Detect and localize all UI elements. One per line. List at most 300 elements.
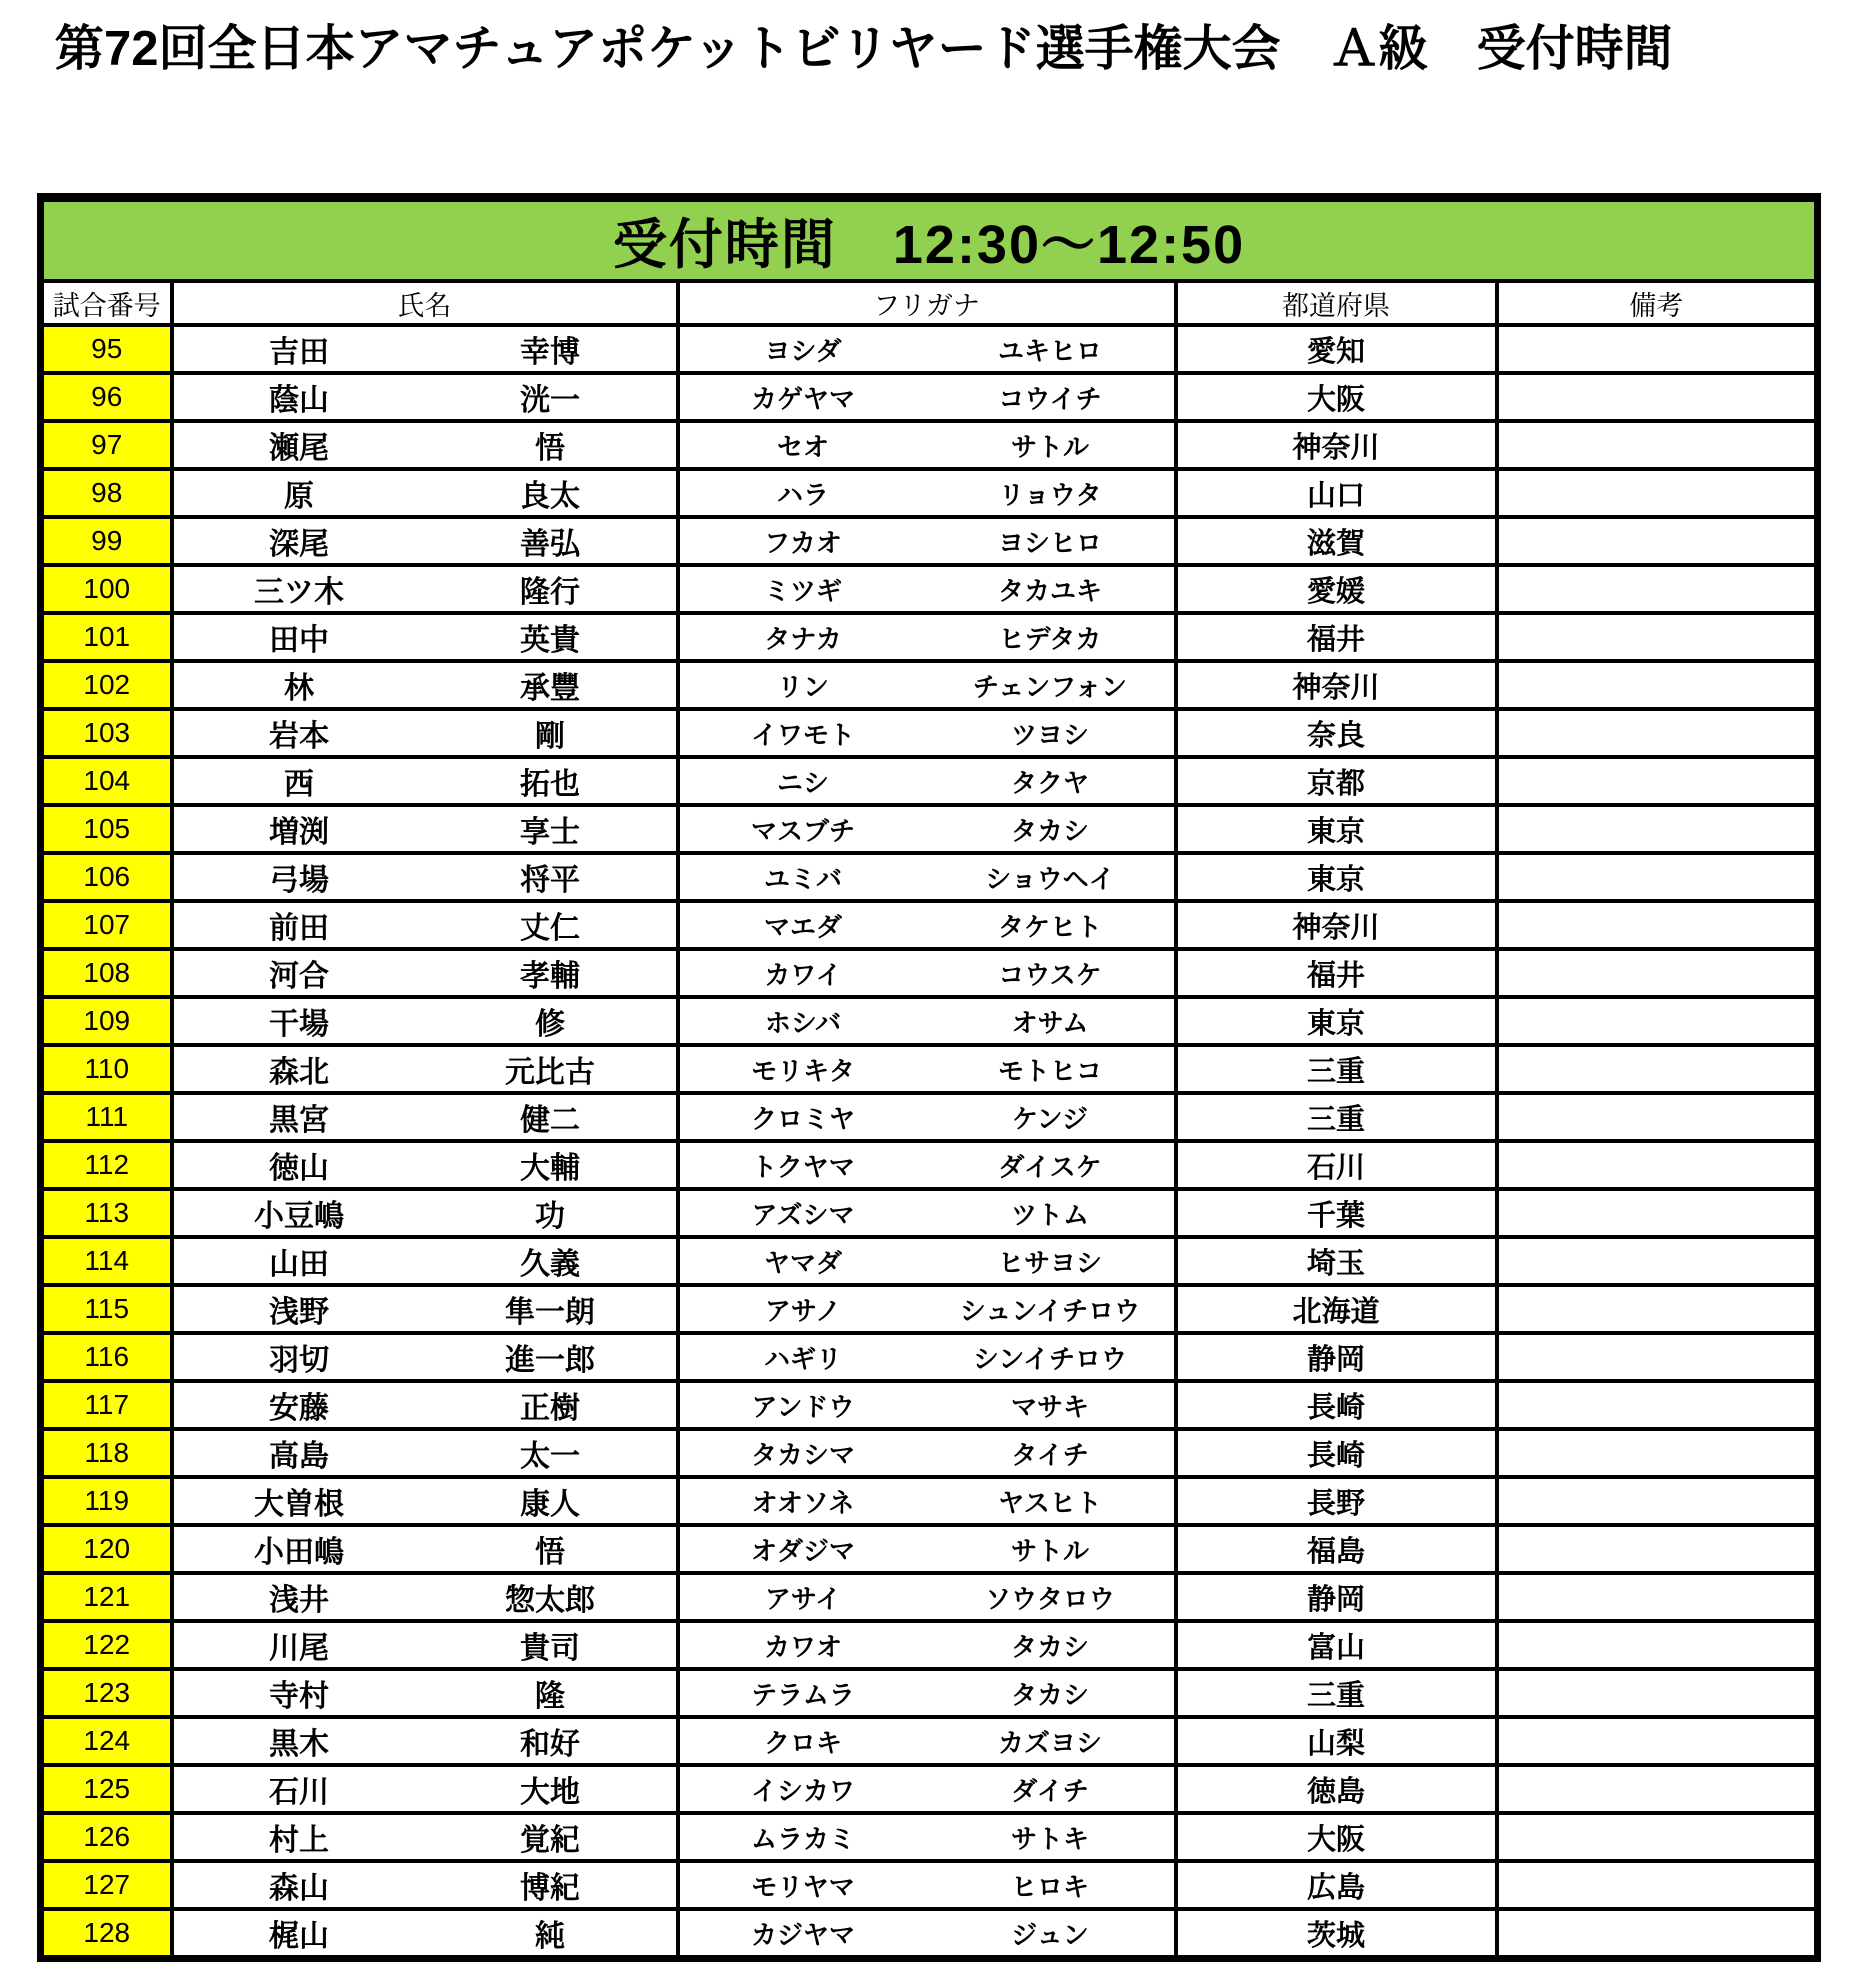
family-kana: ニシ — [776, 767, 829, 798]
prefecture-cell: 北海道 — [1176, 1285, 1497, 1333]
prefecture-cell: 富山 — [1176, 1621, 1497, 1669]
family-kana: トクヤマ — [751, 1151, 855, 1182]
given-name: 洸一 — [520, 384, 580, 417]
furigana-cell — [678, 1141, 1176, 1189]
family-name: 羽切 — [269, 1344, 329, 1377]
furigana-cell — [678, 1861, 1176, 1909]
table-row — [41, 373, 1818, 421]
match-number-cell: 110 — [41, 1045, 172, 1093]
prefecture-cell: 茨城 — [1176, 1909, 1497, 1959]
family-name: 増渕 — [269, 816, 329, 849]
family-kana: アズシマ — [751, 1199, 855, 1230]
notes-cell — [1497, 613, 1818, 661]
family-name: 河合 — [269, 960, 329, 993]
family-name: 川尾 — [269, 1632, 329, 1665]
match-number-cell: 123 — [41, 1669, 172, 1717]
given-name: 正樹 — [520, 1392, 580, 1425]
match-number-cell: 120 — [41, 1525, 172, 1573]
name-cell — [172, 949, 678, 997]
furigana-cell — [678, 1621, 1176, 1669]
notes-cell — [1497, 1381, 1818, 1429]
given-name: 覚紀 — [520, 1824, 580, 1857]
notes-cell — [1497, 1525, 1818, 1573]
family-name: 森山 — [269, 1872, 329, 1905]
given-kana: ヒロキ — [1010, 1871, 1089, 1902]
match-number-cell: 109 — [41, 997, 172, 1045]
furigana-cell — [678, 661, 1176, 709]
name-cell — [172, 1525, 678, 1573]
prefecture-cell: 京都 — [1176, 757, 1497, 805]
furigana-cell — [678, 949, 1176, 997]
table-row — [41, 517, 1818, 565]
given-name: 丈仁 — [520, 912, 580, 945]
notes-cell — [1497, 757, 1818, 805]
match-number-cell: 104 — [41, 757, 172, 805]
name-cell — [172, 901, 678, 949]
family-name: 浅野 — [269, 1296, 329, 1329]
given-name: 博紀 — [520, 1872, 580, 1905]
player-rows — [41, 325, 1818, 1959]
table-row — [41, 1669, 1818, 1717]
table-row — [41, 1141, 1818, 1189]
furigana-cell — [678, 1285, 1176, 1333]
given-kana: ツヨシ — [1010, 719, 1089, 750]
family-kana: ムラカミ — [750, 1823, 855, 1854]
header-name: 氏名 — [172, 281, 678, 325]
family-name: 岩本 — [269, 720, 329, 753]
name-cell — [172, 853, 678, 901]
given-name: 将平 — [520, 864, 580, 897]
given-name: 健二 — [520, 1104, 580, 1137]
family-name: 高島 — [269, 1440, 329, 1473]
table-row — [41, 1189, 1818, 1237]
table-row — [41, 1237, 1818, 1285]
furigana-cell — [678, 613, 1176, 661]
name-cell — [172, 1813, 678, 1861]
given-kana: マサキ — [1010, 1391, 1089, 1422]
notes-cell — [1497, 1141, 1818, 1189]
name-cell — [172, 1237, 678, 1285]
table-row — [41, 661, 1818, 709]
given-kana: タカシ — [1010, 1631, 1089, 1662]
notes-cell — [1497, 1621, 1818, 1669]
furigana-cell — [678, 1045, 1176, 1093]
name-cell — [172, 1285, 678, 1333]
table-row — [41, 757, 1818, 805]
notes-cell — [1497, 1717, 1818, 1765]
notes-cell — [1497, 1477, 1818, 1525]
family-name: 干場 — [269, 1008, 329, 1041]
given-kana: ショウヘイ — [985, 863, 1115, 894]
table-row — [41, 1621, 1818, 1669]
match-number-cell: 125 — [41, 1765, 172, 1813]
furigana-cell — [678, 1333, 1176, 1381]
table-row — [41, 709, 1818, 757]
notes-cell — [1497, 1285, 1818, 1333]
table-row — [41, 1477, 1818, 1525]
match-number-cell: 119 — [41, 1477, 172, 1525]
given-name: 貴司 — [520, 1632, 580, 1665]
prefecture-cell: 福井 — [1176, 613, 1497, 661]
name-cell — [172, 805, 678, 853]
prefecture-cell: 滋賀 — [1176, 517, 1497, 565]
family-name: 徳山 — [269, 1152, 329, 1185]
family-kana: イシカワ — [750, 1775, 855, 1806]
prefecture-cell: 山梨 — [1176, 1717, 1497, 1765]
notes-cell — [1497, 1909, 1818, 1959]
prefecture-cell: 長野 — [1176, 1477, 1497, 1525]
notes-cell — [1497, 709, 1818, 757]
family-kana: テラムラ — [751, 1679, 855, 1710]
family-name: 西 — [284, 768, 314, 801]
name-cell — [172, 373, 678, 421]
table-row — [41, 469, 1818, 517]
given-name: 功 — [535, 1200, 565, 1233]
given-kana: ヒサヨシ — [997, 1247, 1102, 1278]
name-cell — [172, 1477, 678, 1525]
given-kana: コウスケ — [998, 959, 1102, 990]
notes-cell — [1497, 901, 1818, 949]
header-match-number: 試合番号 — [41, 281, 172, 325]
name-cell — [172, 661, 678, 709]
given-name: 隼一朗 — [505, 1296, 595, 1329]
given-name: 孝輔 — [520, 960, 580, 993]
name-cell — [172, 565, 678, 613]
given-name: 太一 — [520, 1440, 580, 1473]
prefecture-cell: 大阪 — [1176, 373, 1497, 421]
family-kana: モリキタ — [751, 1055, 855, 1086]
furigana-cell — [678, 1909, 1176, 1959]
prefecture-cell: 三重 — [1176, 1669, 1497, 1717]
notes-cell — [1497, 1861, 1818, 1909]
table-row — [41, 1573, 1818, 1621]
family-kana: ミツギ — [763, 575, 842, 606]
given-name: 純 — [535, 1920, 565, 1953]
family-name: 林 — [284, 672, 314, 705]
family-kana: ヨシダ — [764, 335, 842, 366]
given-name: 悟 — [535, 432, 565, 465]
furigana-cell — [678, 1717, 1176, 1765]
given-name: 隆行 — [520, 576, 580, 609]
prefecture-cell: 福島 — [1176, 1525, 1497, 1573]
furigana-cell — [678, 1669, 1176, 1717]
family-name: 石川 — [269, 1776, 329, 1809]
given-name: 悟 — [535, 1536, 565, 1569]
family-kana: タカシマ — [750, 1439, 855, 1470]
name-cell — [172, 1381, 678, 1429]
name-cell — [172, 1909, 678, 1959]
given-name: 久義 — [520, 1248, 580, 1281]
table-row — [41, 1093, 1818, 1141]
table-row — [41, 853, 1818, 901]
family-kana: ユミバ — [763, 863, 842, 894]
name-cell — [172, 1189, 678, 1237]
given-name: 元比古 — [505, 1056, 595, 1089]
match-number-cell: 118 — [41, 1429, 172, 1477]
given-kana: ソウタロウ — [985, 1583, 1115, 1614]
table-row — [41, 1429, 1818, 1477]
prefecture-cell: 千葉 — [1176, 1189, 1497, 1237]
family-kana: ハギリ — [763, 1343, 842, 1374]
match-number-cell: 111 — [41, 1093, 172, 1141]
table-row — [41, 1909, 1818, 1959]
match-number-cell: 102 — [41, 661, 172, 709]
name-cell — [172, 517, 678, 565]
furigana-cell — [678, 1093, 1176, 1141]
notes-cell — [1497, 469, 1818, 517]
family-kana: オダジマ — [750, 1535, 855, 1566]
prefecture-cell: 埼玉 — [1176, 1237, 1497, 1285]
family-name: 山田 — [269, 1248, 329, 1281]
given-name: 大輔 — [520, 1152, 580, 1185]
family-name: 大曽根 — [254, 1488, 344, 1521]
notes-cell — [1497, 517, 1818, 565]
given-kana: サトル — [1010, 1535, 1089, 1566]
notes-cell — [1497, 1669, 1818, 1717]
name-cell — [172, 469, 678, 517]
furigana-cell — [678, 1381, 1176, 1429]
given-name: 英貴 — [520, 624, 580, 657]
furigana-cell — [678, 325, 1176, 373]
table-row — [41, 613, 1818, 661]
family-name: 深尾 — [269, 528, 329, 561]
given-kana: サトル — [1010, 431, 1089, 462]
name-cell — [172, 1093, 678, 1141]
given-kana: ダイチ — [1011, 1775, 1089, 1806]
family-kana: ホシバ — [764, 1007, 842, 1038]
family-name: 森北 — [269, 1056, 329, 1089]
family-kana: セオ — [776, 431, 829, 462]
family-name: 瀬尾 — [269, 432, 329, 465]
given-kana: ケンジ — [1011, 1103, 1089, 1134]
name-cell — [172, 1045, 678, 1093]
match-number-cell: 112 — [41, 1141, 172, 1189]
notes-cell — [1497, 805, 1818, 853]
family-name: 小豆嶋 — [254, 1200, 344, 1233]
given-name: 修 — [535, 1008, 565, 1041]
given-name: 幸博 — [520, 336, 580, 369]
given-kana: ヤスヒト — [998, 1487, 1102, 1518]
prefecture-cell: 福井 — [1176, 949, 1497, 997]
table-row — [41, 901, 1818, 949]
family-kana: カジヤマ — [750, 1919, 855, 1950]
family-name: 三ツ木 — [254, 576, 344, 609]
given-kana: リョウタ — [998, 479, 1102, 510]
family-kana: アンドウ — [751, 1391, 855, 1422]
prefecture-cell: 長崎 — [1176, 1429, 1497, 1477]
furigana-cell — [678, 565, 1176, 613]
family-kana: ヤマダ — [763, 1247, 842, 1278]
match-number-cell: 126 — [41, 1813, 172, 1861]
given-kana: タクヤ — [1010, 767, 1089, 798]
notes-cell — [1497, 1045, 1818, 1093]
given-kana: シンイチロウ — [972, 1343, 1128, 1374]
table-row — [41, 1717, 1818, 1765]
given-kana: ダイスケ — [998, 1151, 1102, 1182]
match-number-cell: 101 — [41, 613, 172, 661]
family-name: 田中 — [269, 624, 329, 657]
family-kana: モリヤマ — [751, 1871, 855, 1902]
furigana-cell — [678, 805, 1176, 853]
notes-cell — [1497, 1237, 1818, 1285]
name-cell — [172, 757, 678, 805]
prefecture-cell: 三重 — [1176, 1093, 1497, 1141]
table-row — [41, 1765, 1818, 1813]
name-cell — [172, 325, 678, 373]
furigana-cell — [678, 421, 1176, 469]
furigana-cell — [678, 1813, 1176, 1861]
family-name: 安藤 — [269, 1392, 329, 1425]
prefecture-cell: 東京 — [1176, 997, 1497, 1045]
match-number-cell: 107 — [41, 901, 172, 949]
prefecture-cell: 三重 — [1176, 1045, 1497, 1093]
furigana-cell — [678, 1189, 1176, 1237]
name-cell — [172, 709, 678, 757]
match-number-cell: 100 — [41, 565, 172, 613]
given-kana: コウイチ — [998, 383, 1102, 414]
match-number-cell: 113 — [41, 1189, 172, 1237]
furigana-cell — [678, 1765, 1176, 1813]
match-number-cell: 105 — [41, 805, 172, 853]
name-cell — [172, 613, 678, 661]
notes-cell — [1497, 1333, 1818, 1381]
prefecture-cell: 広島 — [1176, 1861, 1497, 1909]
family-kana: フカオ — [764, 527, 842, 558]
furigana-cell — [678, 1477, 1176, 1525]
prefecture-cell: 愛媛 — [1176, 565, 1497, 613]
reception-banner-row — [41, 198, 1818, 282]
match-number-cell: 127 — [41, 1861, 172, 1909]
family-kana: カワオ — [763, 1631, 842, 1662]
family-kana: タナカ — [764, 623, 842, 654]
furigana-cell — [678, 997, 1176, 1045]
notes-cell — [1497, 325, 1818, 373]
prefecture-cell: 石川 — [1176, 1141, 1497, 1189]
given-kana: チェンフォン — [973, 671, 1127, 702]
prefecture-cell: 徳島 — [1176, 1765, 1497, 1813]
table-head-section — [41, 198, 1818, 326]
notes-cell — [1497, 373, 1818, 421]
reception-roster-table — [37, 193, 1821, 1962]
match-number-cell: 103 — [41, 709, 172, 757]
given-name: 良太 — [520, 480, 580, 513]
notes-cell — [1497, 1765, 1818, 1813]
given-name: 享士 — [520, 816, 580, 849]
notes-cell — [1497, 1093, 1818, 1141]
given-kana: タイチ — [1011, 1439, 1089, 1470]
given-name: 剛 — [535, 720, 565, 753]
given-kana: ジュン — [1011, 1919, 1089, 1950]
family-kana: マスブチ — [750, 815, 855, 846]
given-kana: ツトム — [1010, 1199, 1089, 1230]
match-number-cell: 124 — [41, 1717, 172, 1765]
page-title: 第72回全日本アマチュアポケットビリヤード選手権大会 Ａ級 受付時間 — [55, 22, 1673, 76]
name-cell — [172, 1141, 678, 1189]
family-kana: オオソネ — [751, 1487, 855, 1518]
notes-cell — [1497, 997, 1818, 1045]
furigana-cell — [678, 517, 1176, 565]
family-name: 黒木 — [269, 1728, 329, 1761]
match-number-cell: 115 — [41, 1285, 172, 1333]
match-number-cell: 122 — [41, 1621, 172, 1669]
prefecture-cell: 神奈川 — [1176, 901, 1497, 949]
given-name: 承豐 — [520, 672, 580, 705]
furigana-cell — [678, 1573, 1176, 1621]
given-name: 和好 — [520, 1728, 580, 1761]
given-name: 隆 — [535, 1680, 565, 1713]
prefecture-cell: 神奈川 — [1176, 661, 1497, 709]
family-name: 梶山 — [269, 1920, 329, 1953]
match-number-cell: 121 — [41, 1573, 172, 1621]
name-cell — [172, 997, 678, 1045]
given-kana: ユキヒロ — [997, 335, 1102, 366]
header-prefecture: 都道府県 — [1176, 281, 1497, 325]
given-name: 進一郎 — [505, 1344, 595, 1377]
family-kana: アサイ — [764, 1583, 842, 1614]
notes-cell — [1497, 421, 1818, 469]
family-name: 吉田 — [269, 336, 329, 369]
table-row — [41, 1285, 1818, 1333]
match-number-cell: 99 — [41, 517, 172, 565]
family-name: 蔭山 — [269, 384, 329, 417]
header-furigana: フリガナ — [678, 281, 1176, 325]
name-cell — [172, 1765, 678, 1813]
notes-cell — [1497, 1573, 1818, 1621]
given-name: 惣太郎 — [505, 1584, 595, 1617]
furigana-cell — [678, 709, 1176, 757]
furigana-cell — [678, 1429, 1176, 1477]
notes-cell — [1497, 565, 1818, 613]
given-kana: シュンイチロウ — [959, 1295, 1141, 1326]
family-name: 村上 — [269, 1824, 329, 1857]
table-row — [41, 1813, 1818, 1861]
notes-cell — [1497, 949, 1818, 997]
family-kana: マエダ — [763, 911, 842, 942]
table-row — [41, 1525, 1818, 1573]
column-header-row — [41, 281, 1818, 325]
match-number-cell: 98 — [41, 469, 172, 517]
match-number-cell: 114 — [41, 1237, 172, 1285]
furigana-cell — [678, 373, 1176, 421]
given-name: 拓也 — [520, 768, 580, 801]
notes-cell — [1497, 1813, 1818, 1861]
prefecture-cell: 長崎 — [1176, 1381, 1497, 1429]
family-kana: イワモト — [750, 719, 855, 750]
family-name: 寺村 — [269, 1680, 329, 1713]
name-cell — [172, 1621, 678, 1669]
family-name: 弓場 — [269, 864, 329, 897]
given-kana: モトヒコ — [997, 1055, 1102, 1086]
reception-time-banner: 受付時間 12:30～12:50 — [41, 198, 1818, 282]
furigana-cell — [678, 1525, 1176, 1573]
name-cell — [172, 1429, 678, 1477]
family-kana: リン — [776, 671, 829, 702]
table-row — [41, 805, 1818, 853]
furigana-cell — [678, 469, 1176, 517]
table-row — [41, 421, 1818, 469]
furigana-cell — [678, 1237, 1176, 1285]
match-number-cell: 128 — [41, 1909, 172, 1959]
family-kana: クロミヤ — [750, 1103, 855, 1134]
table-row — [41, 997, 1818, 1045]
name-cell — [172, 1333, 678, 1381]
prefecture-cell: 静岡 — [1176, 1333, 1497, 1381]
family-kana: カゲヤマ — [750, 383, 855, 414]
name-cell — [172, 1861, 678, 1909]
notes-cell — [1497, 853, 1818, 901]
table-row — [41, 565, 1818, 613]
prefecture-cell: 山口 — [1176, 469, 1497, 517]
